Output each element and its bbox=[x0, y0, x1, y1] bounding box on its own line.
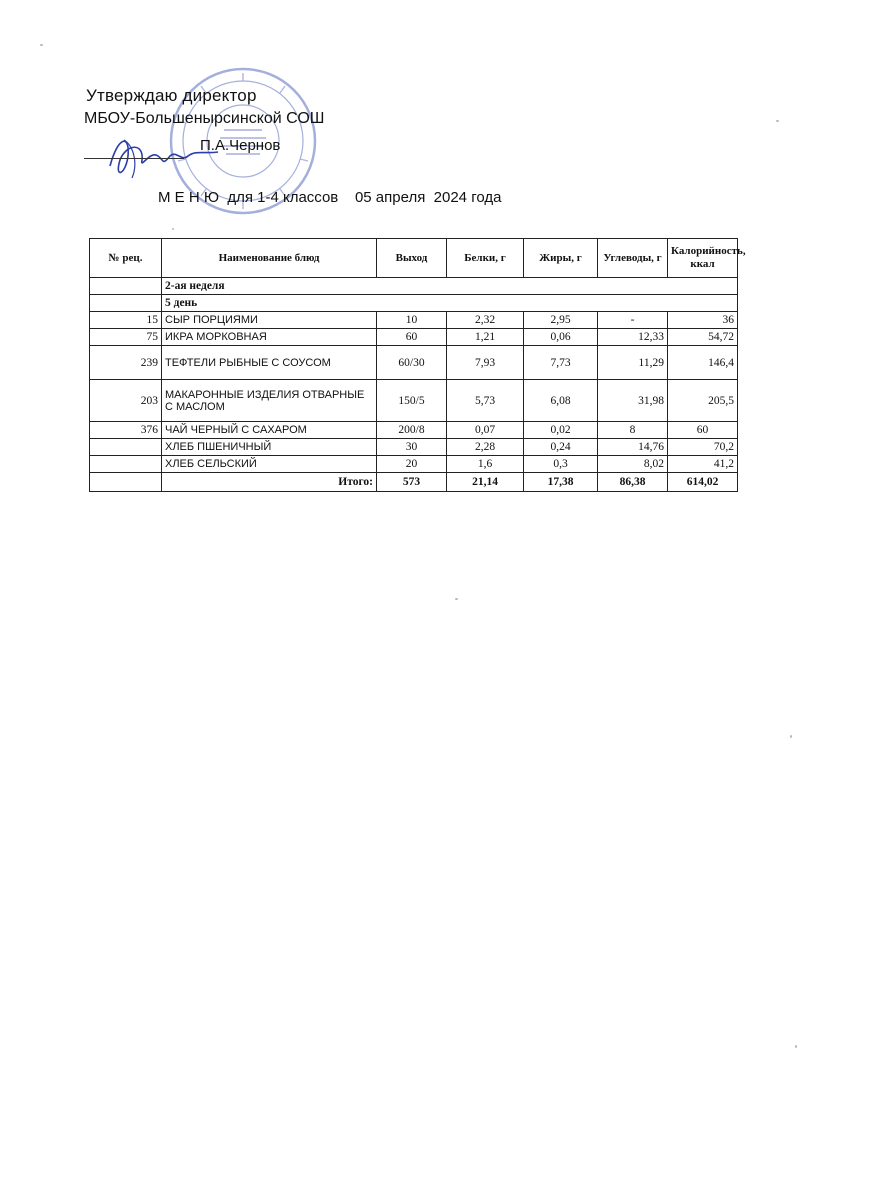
table-row bbox=[90, 346, 738, 380]
carbs-value: 31,98 bbox=[598, 380, 668, 422]
dish-name: ХЛЕБ СЕЛЬСКИЙ bbox=[162, 456, 377, 473]
rec-number: 376 bbox=[90, 422, 162, 439]
dish-name: МАКАРОННЫЕ ИЗДЕЛИЯ ОТВАРНЫЕ С МАСЛОМ bbox=[162, 380, 377, 422]
header-yield: Выход bbox=[377, 239, 447, 278]
week-row bbox=[90, 278, 738, 295]
carbs-value: 11,29 bbox=[598, 346, 668, 380]
table-header-row bbox=[90, 239, 738, 278]
kcal-value: 146,4 bbox=[668, 346, 738, 380]
school-name: МБОУ-Большенырсинской СОШ bbox=[84, 110, 325, 127]
table-row bbox=[90, 380, 738, 422]
carbs-value: 12,33 bbox=[598, 329, 668, 346]
approval-title: Утверждаю директор bbox=[86, 86, 257, 105]
protein-value: 5,73 bbox=[447, 380, 524, 422]
header-carbs: Углеводы, г bbox=[598, 239, 668, 278]
dish-name: ИКРА МОРКОВНАЯ bbox=[162, 329, 377, 346]
fat-value: 6,08 bbox=[524, 380, 598, 422]
rec-number: 75 bbox=[90, 329, 162, 346]
header-kcal: Калорийность, ккал bbox=[668, 239, 738, 278]
total-fat: 17,38 bbox=[524, 473, 598, 492]
empty-cell bbox=[90, 295, 162, 312]
protein-value: 2,32 bbox=[447, 312, 524, 329]
kcal-value: 60 bbox=[668, 422, 738, 439]
total-carbs: 86,38 bbox=[598, 473, 668, 492]
day-label: 5 день bbox=[162, 295, 738, 312]
kcal-value: 70,2 bbox=[668, 439, 738, 456]
protein-value: 7,93 bbox=[447, 346, 524, 380]
total-protein: 21,14 bbox=[447, 473, 524, 492]
protein-value: 1,6 bbox=[447, 456, 524, 473]
total-yield: 573 bbox=[377, 473, 447, 492]
rec-number: 203 bbox=[90, 380, 162, 422]
director-name: П.А.Чернов bbox=[200, 137, 281, 154]
yield-value: 20 bbox=[377, 456, 447, 473]
scan-speck bbox=[40, 44, 43, 46]
table-row bbox=[90, 312, 738, 329]
menu-title: М Е Н Ю для 1-4 классов 05 апреля 2024 года bbox=[158, 189, 502, 206]
rec-number: 239 bbox=[90, 346, 162, 380]
protein-value: 0,07 bbox=[447, 422, 524, 439]
carbs-value: 14,76 bbox=[598, 439, 668, 456]
yield-value: 30 bbox=[377, 439, 447, 456]
fat-value: 7,73 bbox=[524, 346, 598, 380]
table-row bbox=[90, 456, 738, 473]
rec-number bbox=[90, 439, 162, 456]
scan-speck bbox=[790, 735, 792, 738]
empty-cell bbox=[90, 473, 162, 492]
table-row bbox=[90, 422, 738, 439]
rec-number bbox=[90, 456, 162, 473]
header-fat: Жиры, г bbox=[524, 239, 598, 278]
carbs-value: 8 bbox=[598, 422, 668, 439]
yield-value: 10 bbox=[377, 312, 447, 329]
dish-name: ЧАЙ ЧЕРНЫЙ С САХАРОМ bbox=[162, 422, 377, 439]
carbs-value: - bbox=[598, 312, 668, 329]
protein-value: 2,28 bbox=[447, 439, 524, 456]
total-row bbox=[90, 473, 738, 492]
fat-value: 2,95 bbox=[524, 312, 598, 329]
menu-table bbox=[89, 238, 746, 492]
rec-number: 15 bbox=[90, 312, 162, 329]
yield-value: 60/30 bbox=[377, 346, 447, 380]
scan-speck bbox=[455, 598, 458, 600]
yield-value: 60 bbox=[377, 329, 447, 346]
table-row bbox=[90, 329, 738, 346]
total-kcal: 614,02 bbox=[668, 473, 738, 492]
table-row bbox=[90, 439, 738, 456]
fat-value: 0,06 bbox=[524, 329, 598, 346]
kcal-value: 41,2 bbox=[668, 456, 738, 473]
fat-value: 0,3 bbox=[524, 456, 598, 473]
empty-cell bbox=[90, 278, 162, 295]
scan-speck bbox=[795, 1045, 797, 1048]
fat-value: 0,24 bbox=[524, 439, 598, 456]
week-label: 2-ая неделя bbox=[162, 278, 738, 295]
kcal-value: 36 bbox=[668, 312, 738, 329]
dish-name: СЫР ПОРЦИЯМИ bbox=[162, 312, 377, 329]
day-row bbox=[90, 295, 738, 312]
director-signature bbox=[104, 126, 224, 186]
header-protein: Белки, г bbox=[447, 239, 524, 278]
yield-value: 200/8 bbox=[377, 422, 447, 439]
kcal-value: 205,5 bbox=[668, 380, 738, 422]
total-label: Итого: bbox=[162, 473, 377, 492]
scan-speck bbox=[776, 120, 779, 122]
scan-speck bbox=[172, 228, 174, 230]
kcal-value: 54,72 bbox=[668, 329, 738, 346]
signature-line bbox=[84, 158, 184, 159]
yield-value: 150/5 bbox=[377, 380, 447, 422]
protein-value: 1,21 bbox=[447, 329, 524, 346]
header-rec: № рец. bbox=[90, 239, 162, 278]
dish-name: ХЛЕБ ПШЕНИЧНЫЙ bbox=[162, 439, 377, 456]
dish-name: ТЕФТЕЛИ РЫБНЫЕ С СОУСОМ bbox=[162, 346, 377, 380]
carbs-value: 8,02 bbox=[598, 456, 668, 473]
fat-value: 0,02 bbox=[524, 422, 598, 439]
header-name: Наименование блюд bbox=[162, 239, 377, 278]
